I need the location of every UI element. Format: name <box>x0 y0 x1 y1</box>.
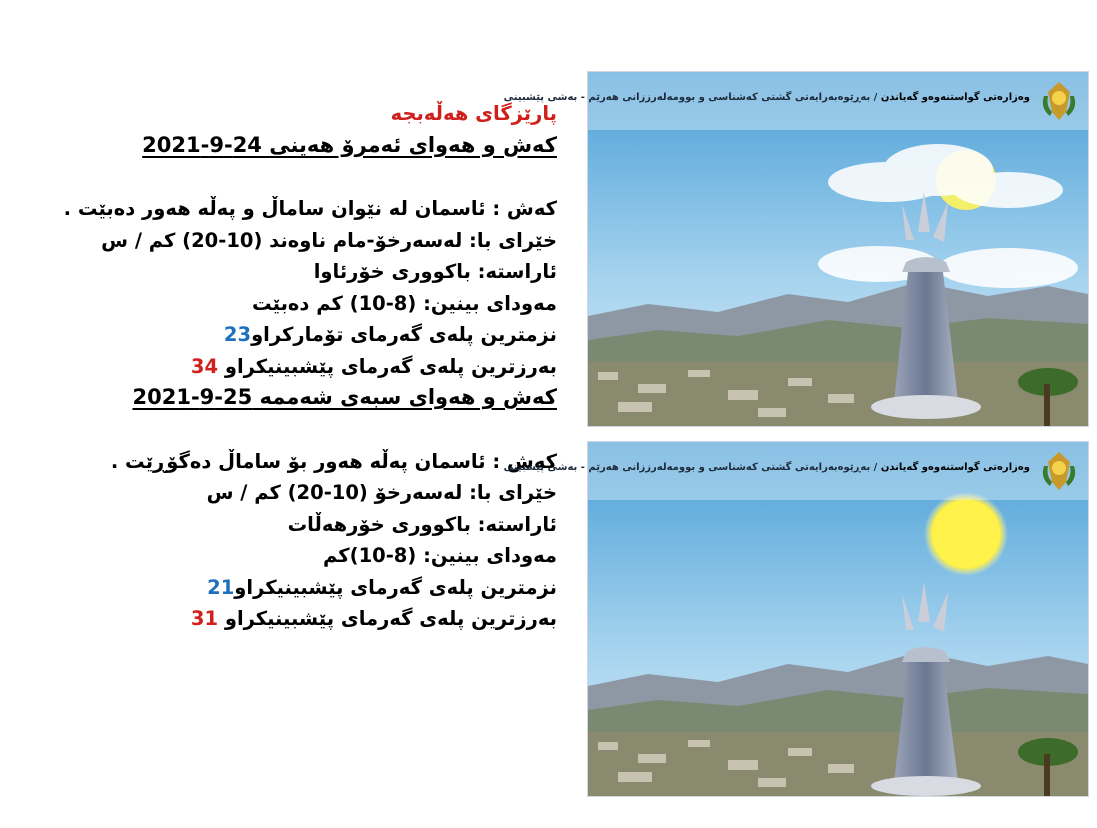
day2-sky: كەش : ئاسمان پەڵە هەور بۆ ساماڵ دەگۆڕێت . <box>110 449 557 473</box>
day2-min-label: نزمترین پلەی گەرمای پێشبینیكراو <box>234 575 557 599</box>
governorate-title: پارێزگای هەڵەبجە <box>390 102 557 125</box>
day1-min-value: 23 <box>223 323 252 346</box>
banner-text <box>504 92 1030 103</box>
forecast-image-today <box>503 71 1089 427</box>
day2-min-value: 21 <box>207 575 235 599</box>
day2-visibility: مەودای بینین: (8-10)كم <box>323 544 557 567</box>
day1-max-temp <box>87 351 557 383</box>
banner-text <box>504 462 1030 473</box>
day1-min-temp <box>87 319 557 351</box>
day2-direction: ئاراستە: باكووری خۆرهەڵات <box>287 512 557 536</box>
day1-max-label: بەرزترین پلەی گەرمای پێشبینیكراو <box>218 354 557 378</box>
day2-max-label: بەرزترین پلەی گەرمای پێشبینیكراو <box>218 607 557 630</box>
banner <box>503 442 1088 500</box>
day1-direction: ئاراستە: باكووری خۆرئاوا <box>313 260 557 283</box>
banner <box>503 72 1088 130</box>
kurdistan-emblem-icon <box>1036 78 1082 124</box>
day2-min-temp <box>87 572 557 604</box>
forecast-image-tomorrow <box>503 441 1089 797</box>
forecast-text <box>63 98 557 635</box>
day1-wind: خێرای با: لەسەرخۆ-مام ناوەند (10-20) كم / س <box>101 228 557 252</box>
day2-max-value: 31 <box>190 607 219 630</box>
banner-ministry: وەزارەتی گواستنەوەو گەیاندن <box>880 92 1030 103</box>
day2-wind: خێرای با: لەسەرخۆ (10-20) كم / س <box>206 481 557 504</box>
day2-max-temp <box>87 603 557 635</box>
day1-max-value: 34 <box>190 354 219 378</box>
day1-min-label: نزمترین پلەی گەرمای تۆماركراو <box>251 323 557 346</box>
day2-heading: كەش و هەوای سبەی شەممە 25-9-2021 <box>132 385 557 409</box>
day1-visibility: مەودای بینین: (8-10) كم دەبێت <box>251 291 557 315</box>
banner-ministry: وەزارەتی گواستنەوەو گەیاندن <box>880 462 1030 473</box>
kurdistan-emblem-icon <box>1036 448 1082 494</box>
banner-department: / بەڕێوەبەرایەتی گشتی كەشناسی و بوومەلەرززانی هەرێم - بەشی پێشبینی <box>503 92 881 103</box>
day1-heading: كەش و هەوای ئەمرۆ هەینی 24-9-2021 <box>142 132 557 157</box>
sun-icon <box>924 492 1008 576</box>
banner-department: / بەڕێوەبەرایەتی گشتی كەشناسی و بوومەلەرززانی هەرێم - بەشی پێشبینی <box>503 462 881 473</box>
day1-sky: كەش : ئاسمان لە نێوان ساماڵ و پەڵە هەور دەبێت . <box>63 197 557 220</box>
